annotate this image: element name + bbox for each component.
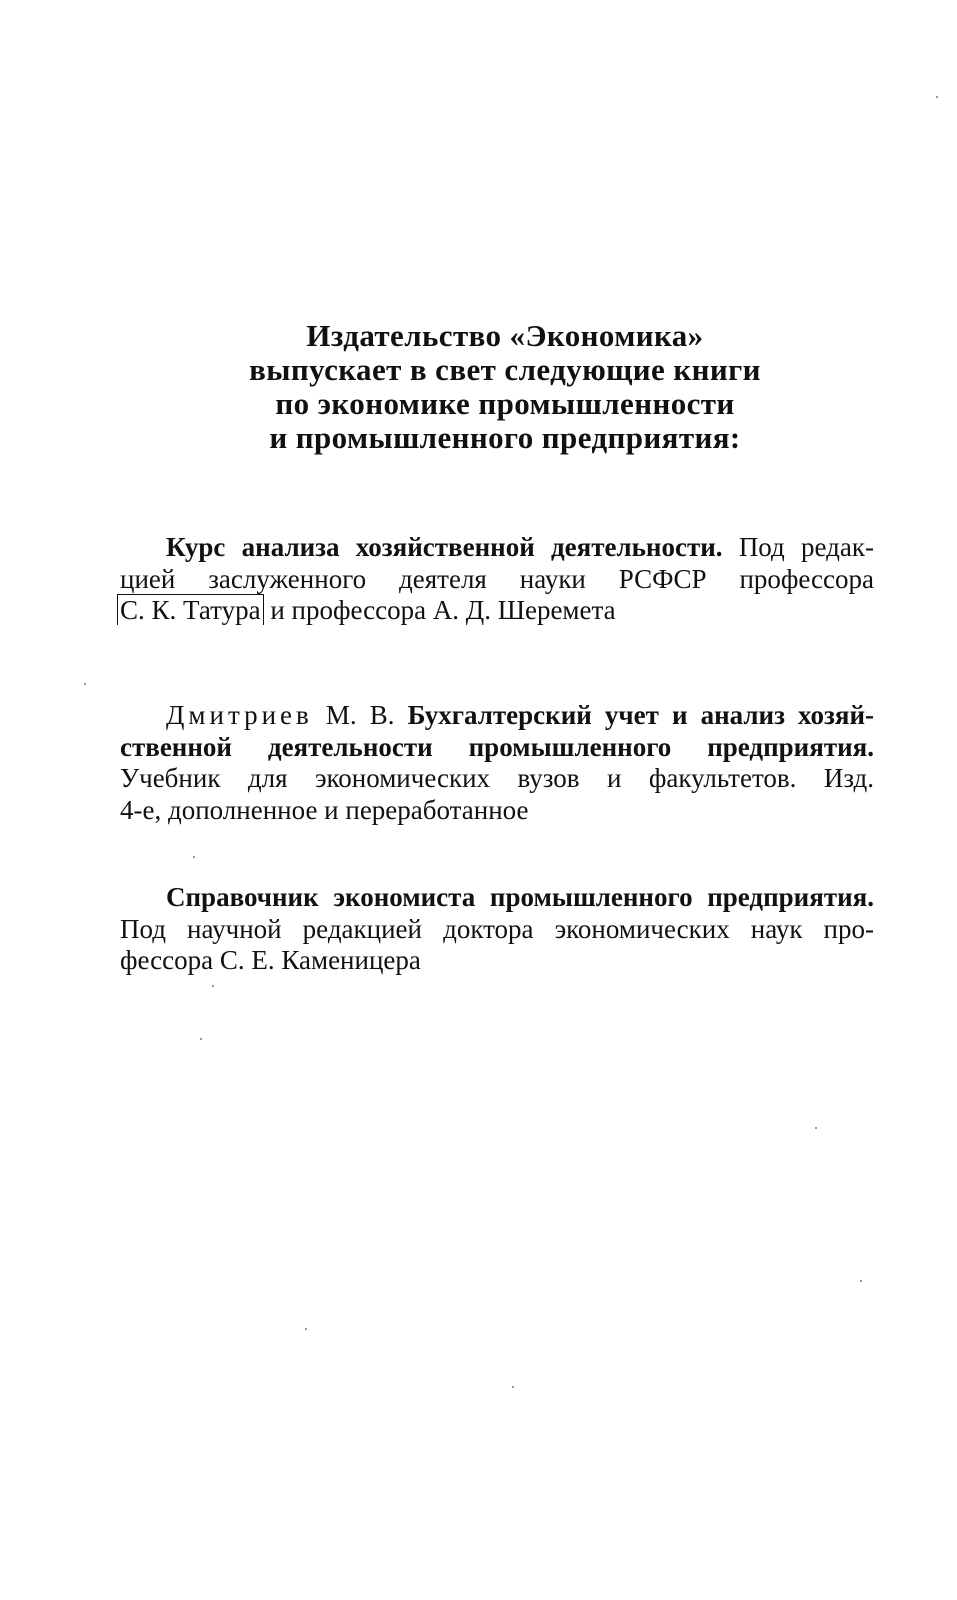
entry-line: Учебник для экономических вузов и факультетов. Изд. [120, 763, 874, 793]
entry-line: Под научной редакцией доктора экономических наук про- [120, 913, 874, 944]
entry-line: цией заслуженного деятеля науки РСФСР профессора [120, 563, 874, 594]
entry-line: 4-е, дополненное и переработанное [120, 794, 529, 825]
scan-speck [193, 856, 195, 858]
scan-speck [212, 985, 214, 987]
book-title: Курс анализа хозяйственной деятельности. [166, 532, 723, 562]
author-surname: Дмитриев [166, 700, 313, 730]
heading-line: по экономике промышленности [275, 386, 735, 421]
scan-speck [84, 683, 86, 685]
entry-text: Под редак- [738, 532, 874, 562]
scan-speck [200, 1038, 202, 1040]
book-entry-analysis-course [120, 532, 874, 627]
publisher-announcement-heading [120, 319, 890, 455]
entry-line [120, 700, 874, 732]
heading-line: и промышленного предприятия: [269, 420, 741, 455]
entry-text: и профессора А. Д. Шеремета [270, 595, 616, 625]
scan-speck [936, 96, 938, 98]
book-title: Справочник экономиста промышленного предприятия. [166, 882, 874, 912]
entry-line [120, 595, 874, 627]
scan-speck [815, 1127, 817, 1129]
deceased-author-frame: С. К. Татура [117, 594, 264, 625]
scan-speck [512, 1386, 514, 1388]
scan-speck [860, 1280, 862, 1282]
book-title: Бухгалтерский учет и анализ хозяй- [407, 700, 874, 730]
book-title-continued: ственной деятельности промышленного предприятия. [120, 731, 874, 762]
scan-speck [305, 1328, 307, 1330]
heading-line: выпускает в свет следующие книги [249, 352, 761, 387]
heading-line: Издательство «Экономика» [306, 318, 704, 353]
book-entry-accounting [120, 700, 874, 826]
entry-line: фессора С. Е. Каменицера [120, 945, 421, 975]
author-initials: М. В. [325, 700, 395, 730]
book-entry-handbook [120, 882, 874, 977]
entry-line [120, 532, 874, 564]
